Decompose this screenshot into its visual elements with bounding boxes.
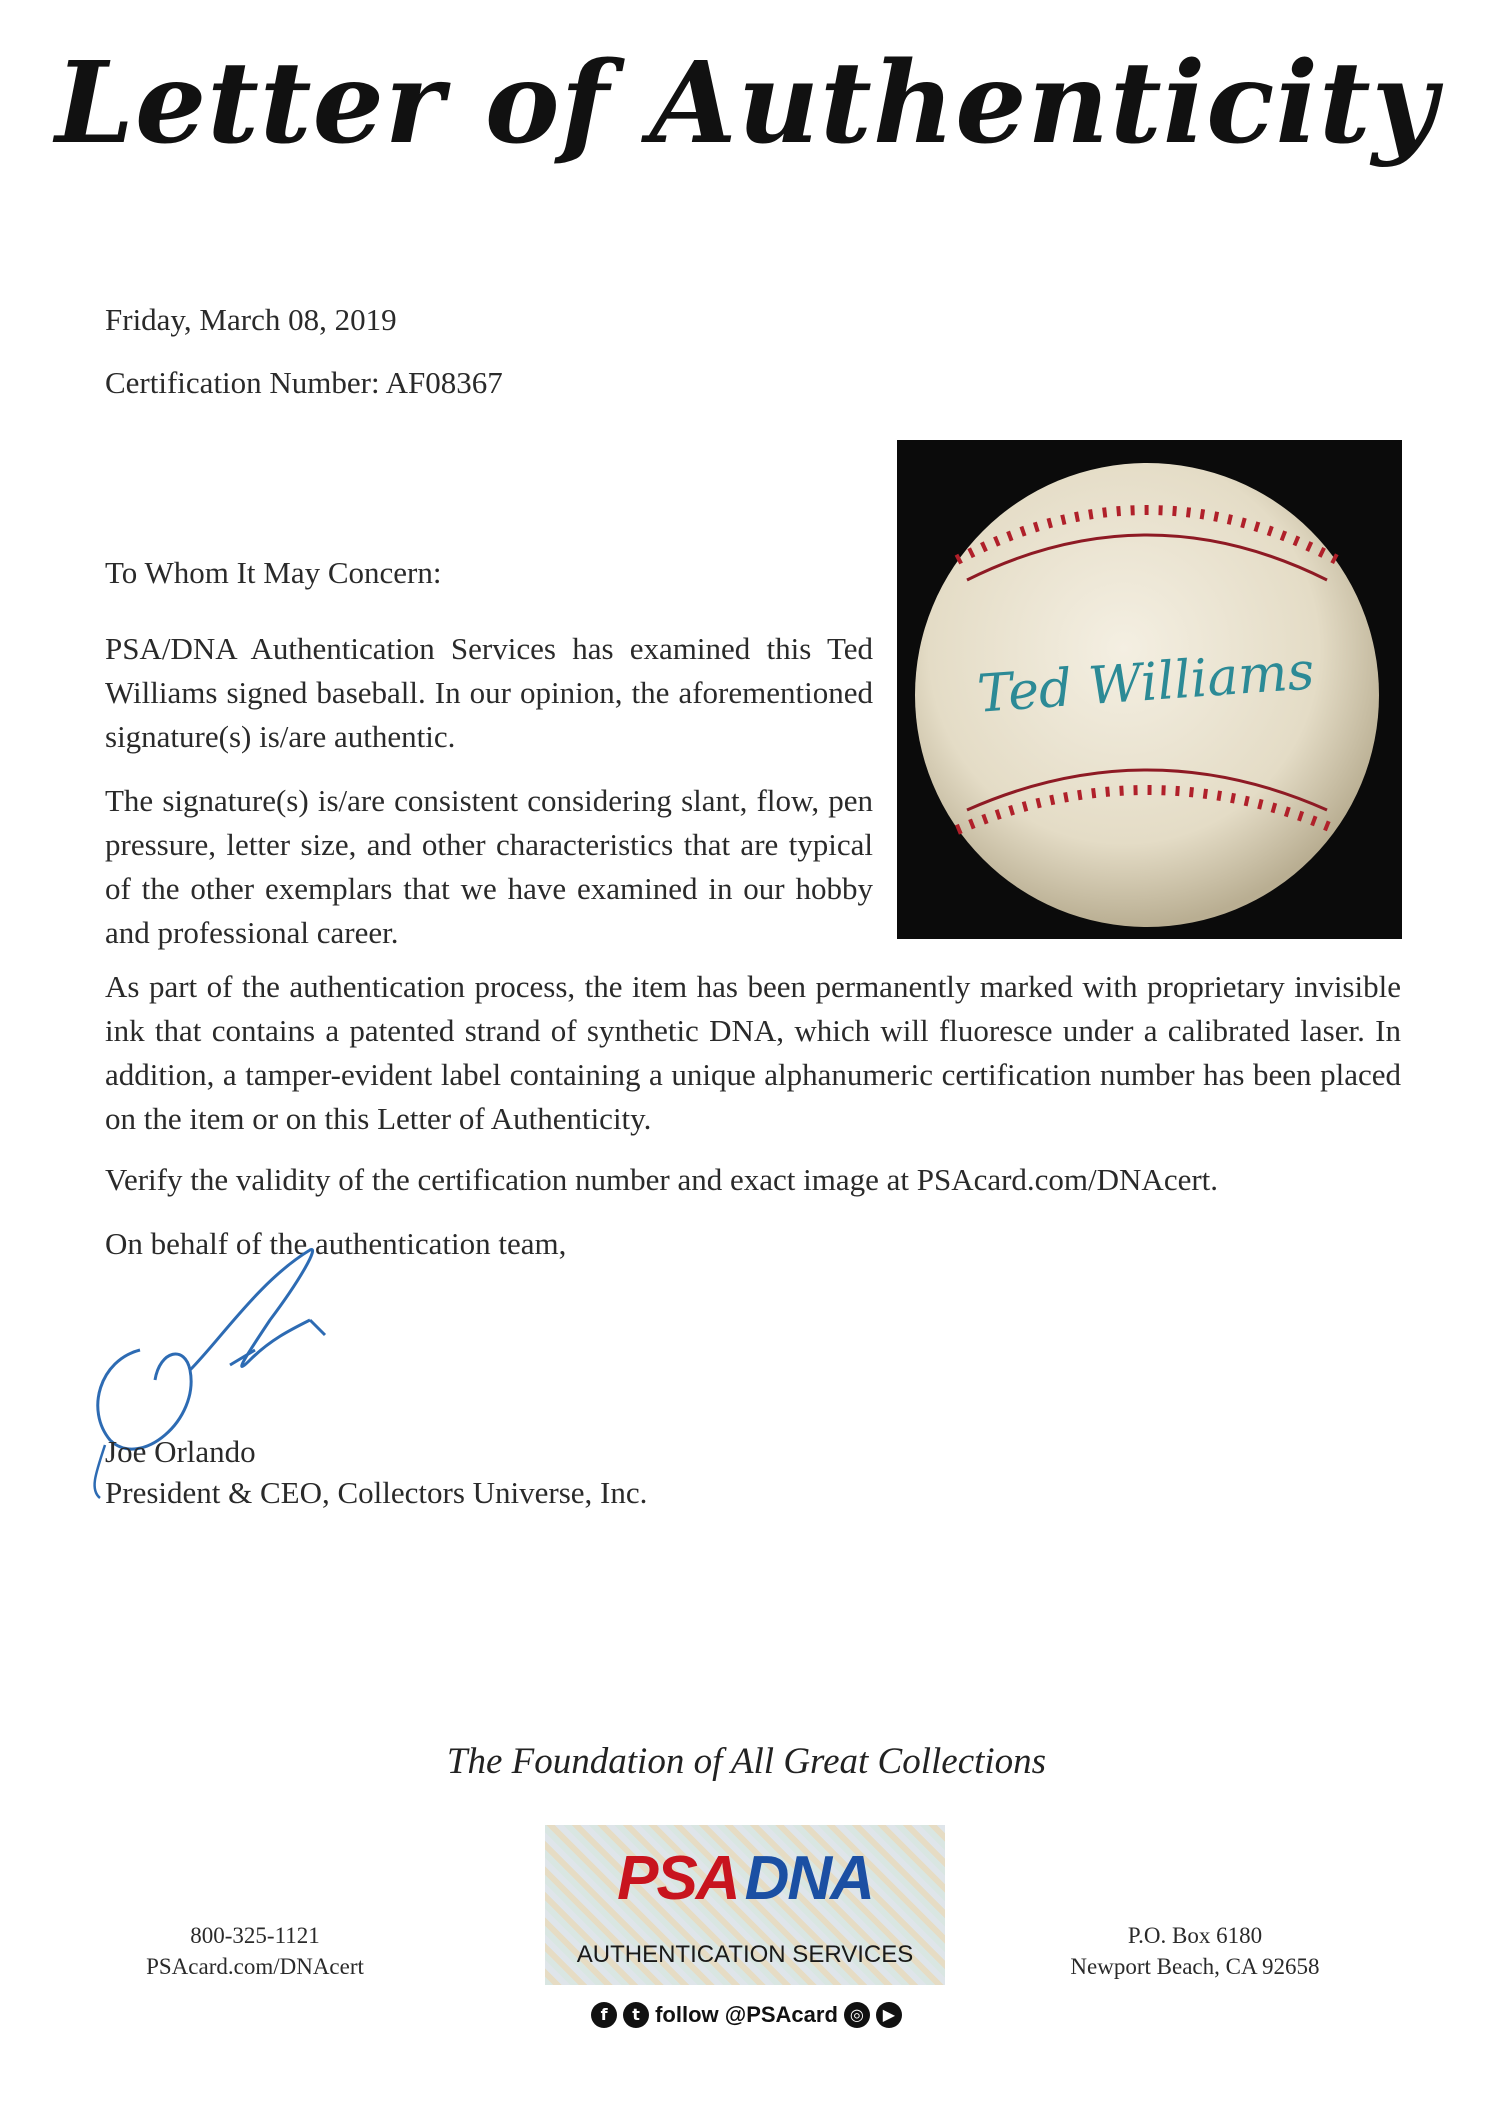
- certification-number: Certification Number: AF08367: [105, 365, 503, 400]
- contact-address: [1030, 1920, 1360, 1982]
- twitter-icon: t: [623, 2002, 649, 2028]
- signer-title: President & CEO, Collectors Universe, Inc.: [105, 1475, 648, 1510]
- youtube-icon: ▶: [876, 2002, 902, 2028]
- page-title: Letter of Authenticity: [55, 38, 1438, 169]
- paragraph-verify: Verify the validity of the certification number and exact image at PSAcard.com/DNAcert.: [105, 1162, 1219, 1197]
- city-address: Newport Beach, CA 92658: [1070, 1954, 1320, 1979]
- website: PSAcard.com/DNAcert: [146, 1954, 364, 1979]
- contact-phone-web: [110, 1920, 400, 1982]
- facebook-icon: f: [591, 2002, 617, 2028]
- logo-psa: PSA: [617, 1844, 739, 1913]
- paragraph-examination: PSA/DNA Authentication Services has examined this Ted Williams signed baseball. In our opinion, the aforementioned signature(s) is/are authentic.: [105, 631, 873, 754]
- psa-dna-logo: [545, 1825, 945, 1985]
- instagram-icon: ◎: [844, 2002, 870, 2028]
- paragraph-process: As part of the authentication process, the item has been permanently marked with proprietary invisible ink that contains a patented strand of synthetic DNA, which will fluoresce under a calibrated laser. In addition, a tamper-evident label containing a unique alphanumeric certification number has been placed on the item or on this Letter of Authenticity.: [105, 969, 1401, 1136]
- salutation: To Whom It May Concern:: [105, 555, 442, 590]
- social-row: [0, 2002, 1493, 2028]
- paragraph-consistency: The signature(s) is/are consistent considering slant, flow, pen pressure, letter size, and other characteristics that are typical of the other exemplars that we have examined in our hobby and professional career.: [105, 783, 873, 950]
- po-box: P.O. Box 6180: [1127, 1923, 1263, 1948]
- paragraph-closing: On behalf of the authentication team,: [105, 1226, 567, 1261]
- footer-tagline: The Foundation of All Great Collections: [446, 1741, 1047, 1782]
- logo-dna: DNA: [744, 1844, 873, 1913]
- signer-name: Joe Orlando: [105, 1434, 256, 1469]
- letter-date: Friday, March 08, 2019: [105, 302, 397, 337]
- baseball-photo: [897, 440, 1402, 939]
- logo-badge: [575, 1839, 915, 1919]
- logo-subtitle: AUTHENTICATION SERVICES: [576, 1941, 914, 1968]
- ball-signature: Ted Williams: [975, 641, 1317, 725]
- phone-number: 800-325-1121: [190, 1923, 320, 1948]
- social-handle: follow @PSAcard: [655, 2002, 838, 2027]
